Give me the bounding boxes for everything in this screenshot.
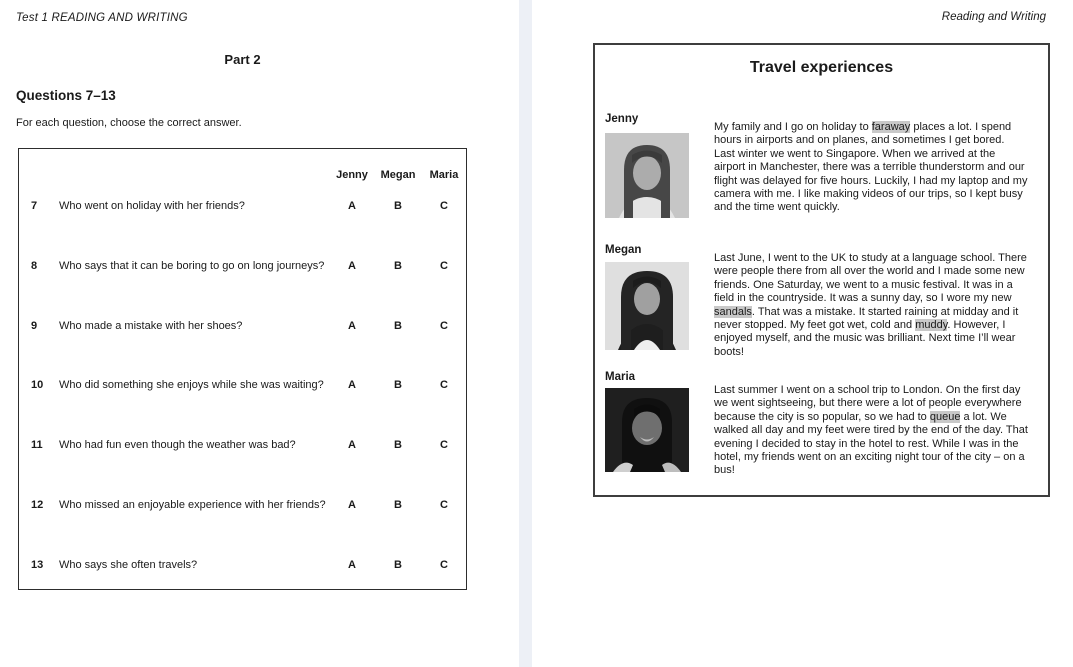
answer-option-c: C xyxy=(440,200,448,212)
answer-option-b: B xyxy=(394,499,402,511)
travel-experiences-box xyxy=(593,43,1050,497)
questions-table xyxy=(18,148,467,590)
question-number: 11 xyxy=(31,439,43,452)
answer-option-a: A xyxy=(348,439,356,452)
answer-option-c: C xyxy=(440,499,448,511)
person-name-jenny: Jenny xyxy=(605,113,639,125)
question-row xyxy=(19,379,466,394)
question-number: 9 xyxy=(31,319,38,332)
jenny-portrait-photo xyxy=(605,133,689,218)
page-header-left: Test 1 READING AND WRITING xyxy=(16,12,188,24)
answer-option-b: B xyxy=(394,259,402,272)
column-header: Maria xyxy=(429,169,459,181)
highlighted-word: faraway xyxy=(871,121,911,133)
question-row xyxy=(19,499,466,514)
questions-heading: Questions 7–13 xyxy=(16,88,116,103)
person-paragraph-maria: Last summer I went on a school trip to London. On the first day we went sightseeing, but there were a lot of people everywhere because the city is so popular, so we had to queue a lot. We walked all day and my feet were tired by the end of the day. That evening I decided to stay in the hotel to rest. While I was in the hotel, my friends went on an exciting night tour of the city – on a bus! xyxy=(714,384,1028,477)
answer-option-a: A xyxy=(348,499,356,511)
answer-option-a: A xyxy=(348,259,356,272)
question-text: Who says that it can be boring to go on long journeys? xyxy=(59,259,325,272)
answer-option-c: C xyxy=(440,439,448,452)
person-name-megan: Megan xyxy=(605,244,642,256)
answer-option-b: B xyxy=(394,558,402,571)
answer-option-a: A xyxy=(348,319,356,332)
part-title: Part 2 xyxy=(224,52,261,67)
question-text: Who made a mistake with her shoes? xyxy=(59,319,243,332)
question-row xyxy=(19,439,466,454)
highlighted-word: muddy xyxy=(915,319,948,332)
person-paragraph-jenny: My family and I go on holiday to faraway places a lot. I spend hours in airports and on planes, and sometimes I get bored. Last winter we went to Singapore. When we arrived at the airport in Manchester, there was a terrible thunderstorm and our flight was delayed for five hours. Luckily, I had my laptop and my camera with me. I like making videos of our trips, so I kept busy and the time went quickly. xyxy=(714,121,1028,214)
left-page xyxy=(0,0,519,667)
answer-option-b: B xyxy=(394,319,402,332)
table-header-row xyxy=(19,169,466,183)
maria-portrait-photo xyxy=(605,388,689,472)
answer-option-b: B xyxy=(394,200,402,212)
question-number: 8 xyxy=(31,259,38,272)
question-text: Who says she often travels? xyxy=(59,558,198,571)
question-number: 12 xyxy=(31,499,44,511)
answer-option-a: A xyxy=(348,379,356,392)
question-row xyxy=(19,260,466,275)
question-row xyxy=(19,320,466,335)
question-text: Who did something she enjoys while she was waiting? xyxy=(59,379,324,392)
highlighted-word: queue xyxy=(929,410,961,423)
answer-option-c: C xyxy=(440,259,448,272)
question-number: 10 xyxy=(31,379,44,392)
answer-option-b: B xyxy=(394,379,402,392)
box-title: Travel experiences xyxy=(749,59,894,76)
question-row xyxy=(19,559,466,574)
answer-option-c: C xyxy=(440,379,448,392)
answer-option-c: C xyxy=(440,558,448,571)
answer-option-b: B xyxy=(394,439,402,452)
page-header-right: Reading and Writing xyxy=(941,11,1046,23)
highlighted-word: sandals xyxy=(714,305,752,318)
answer-option-a: A xyxy=(348,200,356,212)
megan-portrait-photo xyxy=(605,262,689,350)
person-paragraph-megan: Last June, I went to the UK to study at a language school. There were people there from all over the world and I made some new friends. One Saturday, we went to a music festival. It was in a field in the countryside. It was a sunny day, so I wore my new sandals. That was a mistake. It started raining at midday and it never stopped. My feet got wet, cold and muddy. However, I enjoyed myself, and the music was brilliant. Next time I’ll wear boots! xyxy=(714,252,1027,358)
question-text: Who went on holiday with her friends? xyxy=(59,200,245,212)
question-text: Who had fun even though the weather was bad? xyxy=(59,439,296,452)
answer-option-a: A xyxy=(348,558,356,571)
question-number: 13 xyxy=(31,558,44,571)
instruction-text: For each question, choose the correct answer. xyxy=(16,117,242,129)
question-number: 7 xyxy=(31,200,38,212)
column-header: Megan xyxy=(380,169,416,181)
column-header: Jenny xyxy=(336,169,368,181)
answer-option-c: C xyxy=(440,319,448,332)
question-text: Who missed an enjoyable experience with her friends? xyxy=(59,499,326,511)
person-name-maria: Maria xyxy=(605,371,636,383)
question-row xyxy=(19,200,466,215)
